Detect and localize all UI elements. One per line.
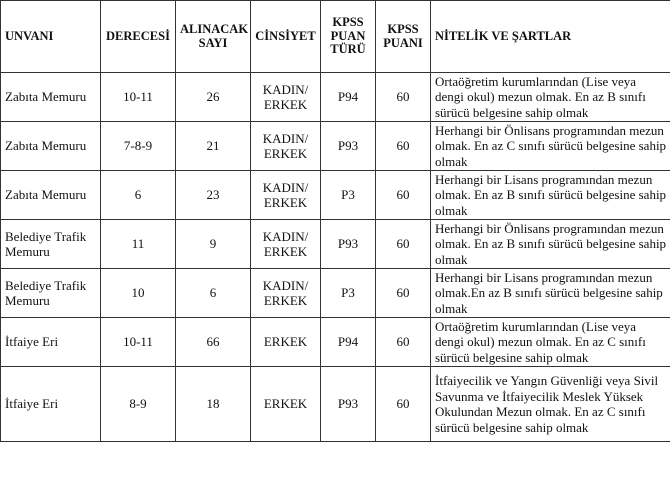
row-count: 66 <box>176 318 251 367</box>
row-score: 60 <box>376 122 431 171</box>
row-grade: 8-9 <box>101 367 176 442</box>
row-title: İtfaiye Eri <box>1 318 101 367</box>
row-score: 60 <box>376 220 431 269</box>
row-title: Zabıta Memuru <box>1 73 101 122</box>
row-score: 60 <box>376 367 431 442</box>
header-gender: CİNSİYET <box>251 1 321 73</box>
row-grade: 10-11 <box>101 318 176 367</box>
row-requirements: Herhangi bir Lisans programından mezun olmak.En az B sınıfı sürücü belgesine sahip olmak <box>431 269 670 318</box>
row-score-type: P93 <box>321 220 376 269</box>
row-requirements: Ortaöğretim kurumlarından (Lise veya dengi okul) mezun olmak. En az C sınıfı sürücü belgesine sahip olmak <box>431 318 670 367</box>
row-gender: KADIN/ ERKEK <box>251 269 321 318</box>
table-row <box>1 122 670 171</box>
table-row <box>1 269 670 318</box>
row-grade: 10-11 <box>101 73 176 122</box>
table-row <box>1 318 670 367</box>
row-title: Belediye Trafik Memuru <box>1 269 101 318</box>
row-count: 9 <box>176 220 251 269</box>
row-requirements: İtfaiyecilik ve Yangın Güvenliği veya Sivil Savunma ve İtfaiyecilik Meslek Yüksek Okulundan Mezun olmak. En az C sınıfı sürücü belgesine sahip olmak <box>431 367 670 442</box>
row-score: 60 <box>376 269 431 318</box>
row-gender: KADIN/ ERKEK <box>251 220 321 269</box>
row-gender: KADIN/ ERKEK <box>251 171 321 220</box>
table-row <box>1 220 670 269</box>
row-grade: 6 <box>101 171 176 220</box>
header-count: ALINACAK SAYI <box>176 1 251 73</box>
row-gender: ERKEK <box>251 318 321 367</box>
table-header <box>1 1 670 73</box>
row-grade: 10 <box>101 269 176 318</box>
row-title: İtfaiye Eri <box>1 367 101 442</box>
row-count: 18 <box>176 367 251 442</box>
row-grade: 7-8-9 <box>101 122 176 171</box>
table-row <box>1 367 670 442</box>
row-score-type: P94 <box>321 73 376 122</box>
row-requirements: Ortaöğretim kurumlarından (Lise veya dengi okul) mezun olmak. En az B sınıfı sürücü belgesine sahip olmak <box>431 73 670 122</box>
header-score: KPSS PUANI <box>376 1 431 73</box>
row-count: 6 <box>176 269 251 318</box>
row-grade: 11 <box>101 220 176 269</box>
row-score-type: P3 <box>321 171 376 220</box>
row-requirements: Herhangi bir Önlisans programından mezun olmak. En az C sınıfı sürücü belgesine sahip olmak <box>431 122 670 171</box>
row-score-type: P93 <box>321 122 376 171</box>
row-gender: KADIN/ ERKEK <box>251 73 321 122</box>
table-row <box>1 73 670 122</box>
row-requirements: Herhangi bir Lisans programından mezun olmak. En az B sınıfı sürücü belgesine sahip olmak <box>431 171 670 220</box>
row-score: 60 <box>376 318 431 367</box>
header-requirements: NİTELİK VE ŞARTLAR <box>431 1 670 73</box>
row-title: Zabıta Memuru <box>1 171 101 220</box>
header-title: UNVANI <box>1 1 101 73</box>
row-title: Belediye Trafik Memuru <box>1 220 101 269</box>
row-score: 60 <box>376 171 431 220</box>
row-gender: KADIN/ ERKEK <box>251 122 321 171</box>
row-count: 21 <box>176 122 251 171</box>
header-grade: DERECESİ <box>101 1 176 73</box>
row-count: 23 <box>176 171 251 220</box>
row-requirements: Herhangi bir Önlisans programından mezun olmak. En az B sınıfı sürücü belgesine sahip olmak <box>431 220 670 269</box>
row-title: Zabıta Memuru <box>1 122 101 171</box>
row-score-type: P94 <box>321 318 376 367</box>
row-gender: ERKEK <box>251 367 321 442</box>
header-score-type: KPSS PUAN TÜRÜ <box>321 1 376 73</box>
row-score: 60 <box>376 73 431 122</box>
row-score-type: P3 <box>321 269 376 318</box>
row-score-type: P93 <box>321 367 376 442</box>
table-row <box>1 171 670 220</box>
row-count: 26 <box>176 73 251 122</box>
